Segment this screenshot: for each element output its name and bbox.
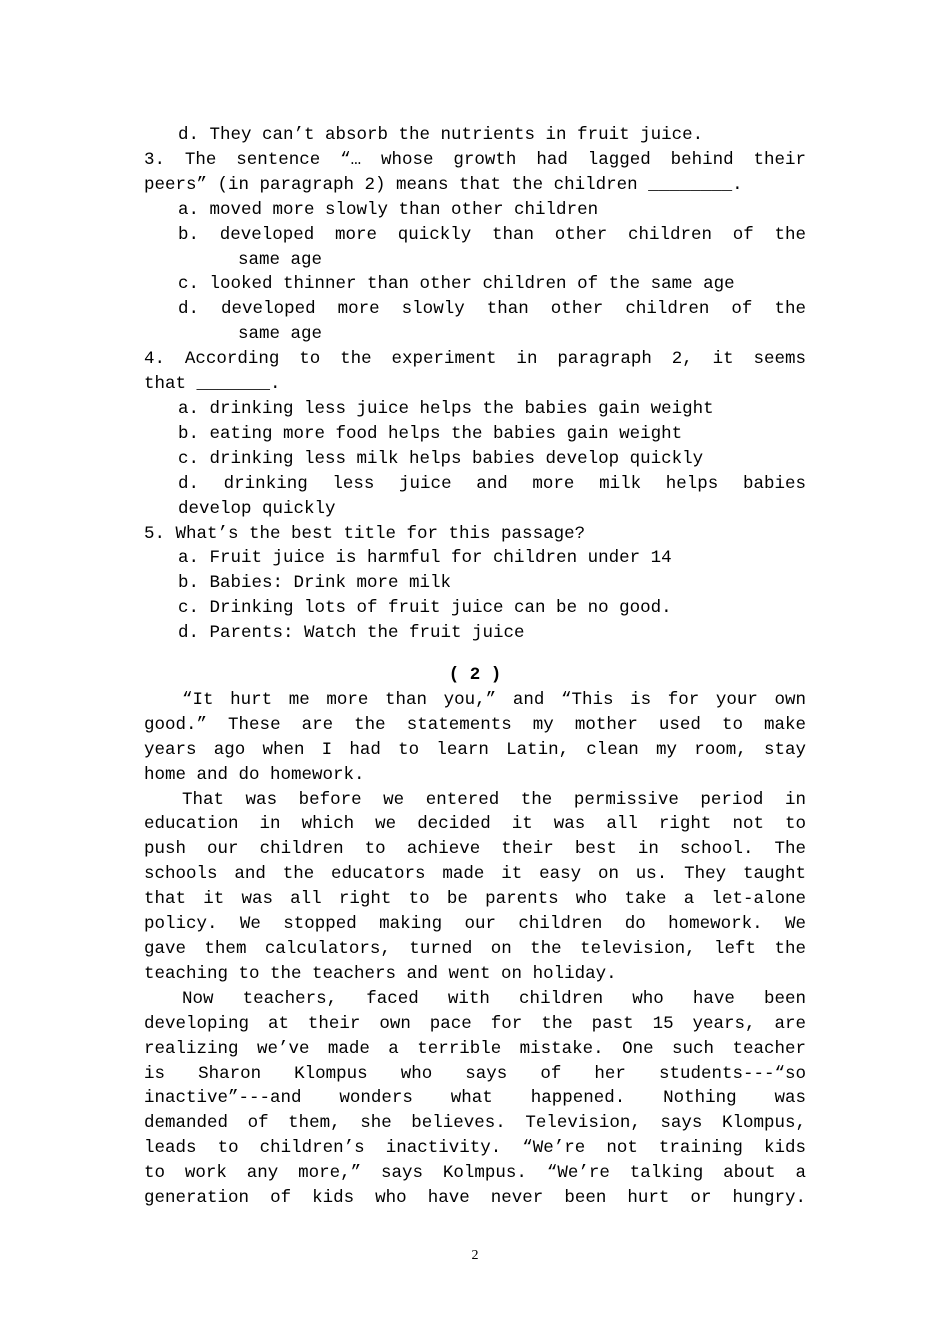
question-line: b. Babies: Drink more milk — [178, 573, 452, 594]
passage-line: push our children to achieve their best in school. The — [144, 839, 806, 860]
passage-line: teaching to the teachers and went on holiday. — [144, 963, 617, 984]
passage-line: “It hurt me more than you,” and “This is for your own — [182, 689, 806, 710]
passage-line: years ago when I had to learn Latin, clean my room, stay — [144, 739, 806, 760]
passage-line: inactive”---and wonders what happened. Nothing was — [144, 1088, 806, 1109]
question-line: same age — [238, 324, 323, 345]
question-line: a. Fruit juice is harmful for children under 14 — [178, 548, 672, 569]
page-number: 2 — [471, 1248, 479, 1263]
question-line: c. looked thinner than other children of the same age — [178, 274, 735, 295]
question-line: develop quickly — [178, 498, 336, 519]
question-line: 5. What’s the best title for this passage? — [144, 523, 586, 544]
section-heading: ( 2 ) — [448, 665, 502, 686]
document-page — [144, 123, 806, 1211]
passage-line: home and do homework. — [144, 764, 365, 785]
passage-line: gave them calculators, turned on the television, left the — [144, 939, 806, 959]
question-line: same age — [238, 249, 323, 270]
passage-block — [144, 688, 806, 1211]
question-line: b. eating more food helps the babies gain weight — [178, 423, 683, 444]
passage-line: demanded of them, she believes. Television, says Klompus, — [144, 1113, 806, 1134]
question-line: c. drinking less milk helps babies develop quickly — [178, 448, 704, 469]
question-line: d. Parents: Watch the fruit juice — [178, 623, 525, 644]
questions-block — [144, 123, 806, 646]
question-line: b. developed more quickly than other children of the — [178, 224, 806, 245]
passage-line: generation of kids who have never been hurt or hungry. — [144, 1188, 806, 1209]
question-line: 4. According to the experiment in paragraph 2, it seems — [144, 349, 806, 370]
passage-line: education in which we decided it was all right not to — [144, 814, 806, 835]
passage-line: to work any more,” says Kolmpus. “We’re talking about a — [144, 1163, 806, 1184]
question-line: peers” (in paragraph 2) means that the children ________. — [144, 174, 743, 195]
passage-line: policy. We stopped making our children do homework. We — [144, 914, 806, 935]
question-line: d. developed more slowly than other children of the — [178, 299, 806, 320]
passage-line: That was before we entered the permissive period in — [182, 789, 806, 810]
passage-line: Now teachers, faced with children who have been — [182, 988, 806, 1009]
passage-line: that it was all right to be parents who take a let-alone — [144, 889, 806, 910]
passage-line: is Sharon Klompus who says of her students---“so — [144, 1063, 806, 1084]
passage-line: good.” These are the statements my mother used to make — [144, 714, 806, 735]
passage-line: realizing we’ve made a terrible mistake. One such teacher — [144, 1038, 806, 1059]
question-line: c. Drinking lots of fruit juice can be no good. — [178, 598, 672, 619]
question-line: d. drinking less juice and more milk helps babies — [178, 473, 806, 494]
passage-line: leads to children’s inactivity. “We’re not training kids — [144, 1138, 806, 1159]
passage-line: schools and the educators made it easy on us. They taught — [144, 864, 806, 885]
question-line: a. drinking less juice helps the babies gain weight — [178, 398, 714, 419]
question-line: that _______. — [144, 374, 281, 395]
question-line: d. They can’t absorb the nutrients in fruit juice. — [178, 125, 704, 145]
passage-line: developing at their own pace for the past 15 years, are — [144, 1013, 806, 1034]
question-line: 3. The sentence “… whose growth had lagged behind their — [144, 149, 806, 170]
question-line: a. moved more slowly than other children — [178, 199, 599, 220]
